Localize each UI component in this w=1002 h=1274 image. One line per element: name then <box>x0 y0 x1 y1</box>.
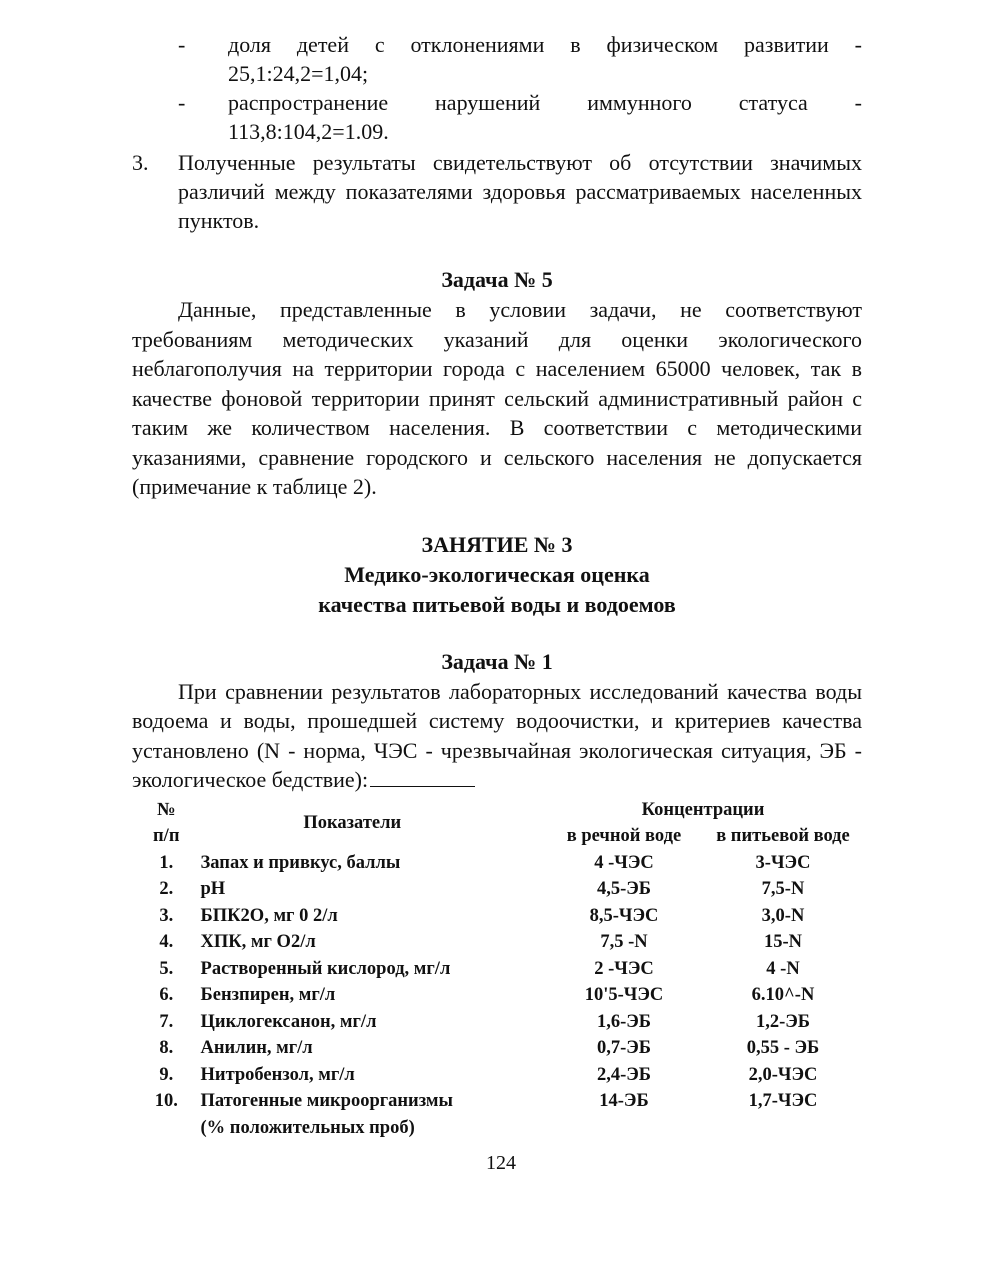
table-row <box>132 903 862 930</box>
bullet-dash: - <box>178 90 186 115</box>
header-river: в речной воде <box>566 826 682 846</box>
table-row <box>132 850 862 877</box>
row-num: 5. <box>159 958 174 979</box>
row-river-value: 4 -ЧЭС <box>594 852 654 873</box>
results-table <box>132 797 862 1142</box>
row-drinking-value: 6.10^-N <box>751 985 815 1005</box>
row-num: 9. <box>159 1064 174 1085</box>
row-indicator-line1: Патогенные микроорганизмы <box>200 1091 453 1111</box>
lesson-title: ЗАНЯТИЕ № 3 <box>421 531 573 557</box>
row-num: 1. <box>159 852 174 873</box>
task5-title: Задача № 5 <box>441 267 553 292</box>
row-drinking-value: 3,0-N <box>761 905 805 926</box>
header-num-symbol: № <box>156 799 176 820</box>
header-num <box>132 797 201 850</box>
row-num: 4. <box>159 932 174 952</box>
row-indicator: Нитробензол, мг/л <box>200 1064 355 1085</box>
row-river-value: 2,4-ЭБ <box>596 1064 652 1085</box>
table-row <box>132 956 862 983</box>
row-drinking-value: 2,0-ЧЭС <box>748 1064 818 1085</box>
row-num: 10. <box>154 1091 178 1111</box>
table-row <box>132 929 862 956</box>
task1-text: При сравнении результатов лабораторных исследований качества воды водоема и воды, прошедшей систему водоочистки, и критериев качества установлено (N - норма, ЧЭС - чрезвычайная экологическая ситуация, ЭБ - экологическое бедствие): <box>132 678 862 792</box>
row-drinking-value: 0,55 - ЭБ <box>746 1038 820 1058</box>
row-river-value: 14-ЭБ <box>599 1091 649 1111</box>
row-river-value: 1,6-ЭБ <box>596 1011 652 1032</box>
header-indicator: Показатели <box>303 812 402 833</box>
bullet-text: доля детей с отклонениями в физическом развитии - 25,1:24,2=1,04; <box>228 32 862 86</box>
page-content <box>132 30 862 1141</box>
row-indicator-line2: (% положительных проб) <box>200 1117 415 1138</box>
task1-title: Задача № 1 <box>441 648 553 674</box>
row-drinking-value: 15-N <box>763 932 802 952</box>
table-row <box>132 982 862 1009</box>
row-river-value: 8,5-ЧЭС <box>589 905 659 926</box>
item-number: 3. <box>132 150 149 175</box>
row-num: 7. <box>159 1011 174 1032</box>
table-header-row <box>132 797 862 850</box>
row-indicator <box>201 1088 544 1141</box>
fill-blank-line <box>370 768 475 787</box>
table-row <box>132 1062 862 1089</box>
table-row <box>132 1035 862 1062</box>
row-drinking-value: 1,7-ЧЭС <box>748 1091 818 1111</box>
row-drinking-value: 1,2-ЭБ <box>755 1011 811 1032</box>
bullet-text: распространение нарушений иммунного статуса - 113,8:104,2=1.09. <box>228 90 862 144</box>
row-indicator: Анилин, мг/л <box>200 1038 313 1058</box>
row-drinking-value: 3-ЧЭС <box>755 852 811 873</box>
row-drinking-value: 4 -N <box>766 958 800 979</box>
row-indicator: ХПК, мг О2/л <box>200 932 316 952</box>
row-num: 8. <box>159 1038 174 1058</box>
table-row <box>132 1009 862 1036</box>
table-row <box>132 876 862 903</box>
row-indicator: БПК2О, мг 0 2/л <box>200 905 338 926</box>
lesson-subtitle-1: Медико-экологическая оценка <box>344 561 650 587</box>
row-indicator: Запах и привкус, баллы <box>200 852 401 873</box>
header-num-label: п/п <box>153 826 180 846</box>
row-indicator: Растворенный кислород, мг/л <box>200 958 451 979</box>
task1-paragraph <box>132 677 862 795</box>
row-num: 3. <box>159 905 174 926</box>
row-indicator: Бензпирен, мг/л <box>200 985 336 1005</box>
bullet-item <box>132 88 862 146</box>
numbered-item <box>132 148 862 235</box>
task5-paragraph: Данные, представленные в условии задачи, не соответствуют требованиям методических указаний для оценки экологического неблагополучия на территории города с населением 65000 человек, так в качестве фоновой территории принят сельский административный район с таким же количеством населения. В соответствии с методическими указаниями, сравнение городского и сельского населения не допускается (примечание к таблице 2). <box>132 297 862 499</box>
header-drinking: в питьевой воде <box>716 826 850 846</box>
row-drinking-value: 7,5-N <box>761 879 805 899</box>
header-concentrations: Концентрации <box>641 799 765 820</box>
row-river-value: 2 -ЧЭС <box>594 958 654 979</box>
row-indicator: pH <box>200 879 226 899</box>
row-river-value: 4,5-ЭБ <box>596 879 652 899</box>
table-row <box>132 1088 862 1141</box>
lesson-subtitle-2: качества питьевой воды и водоемов <box>318 591 676 617</box>
header-concentrations-group <box>544 797 862 850</box>
row-num: 6. <box>159 985 174 1005</box>
row-river-value: 10'5-ЧЭС <box>584 985 664 1005</box>
bullet-dash: - <box>178 32 186 57</box>
row-river-value: 7,5 -N <box>600 932 648 952</box>
row-indicator: Циклогексанон, мг/л <box>200 1011 377 1032</box>
item-text: Полученные результаты свидетельствуют об отсутствии значимых различий между показателями здоровья рассматриваемых населенных пунктов. <box>178 150 862 233</box>
page-number: 124 <box>486 1152 516 1174</box>
row-num: 2. <box>159 879 174 899</box>
bullet-item <box>132 30 862 88</box>
row-river-value: 0,7-ЭБ <box>596 1038 652 1058</box>
